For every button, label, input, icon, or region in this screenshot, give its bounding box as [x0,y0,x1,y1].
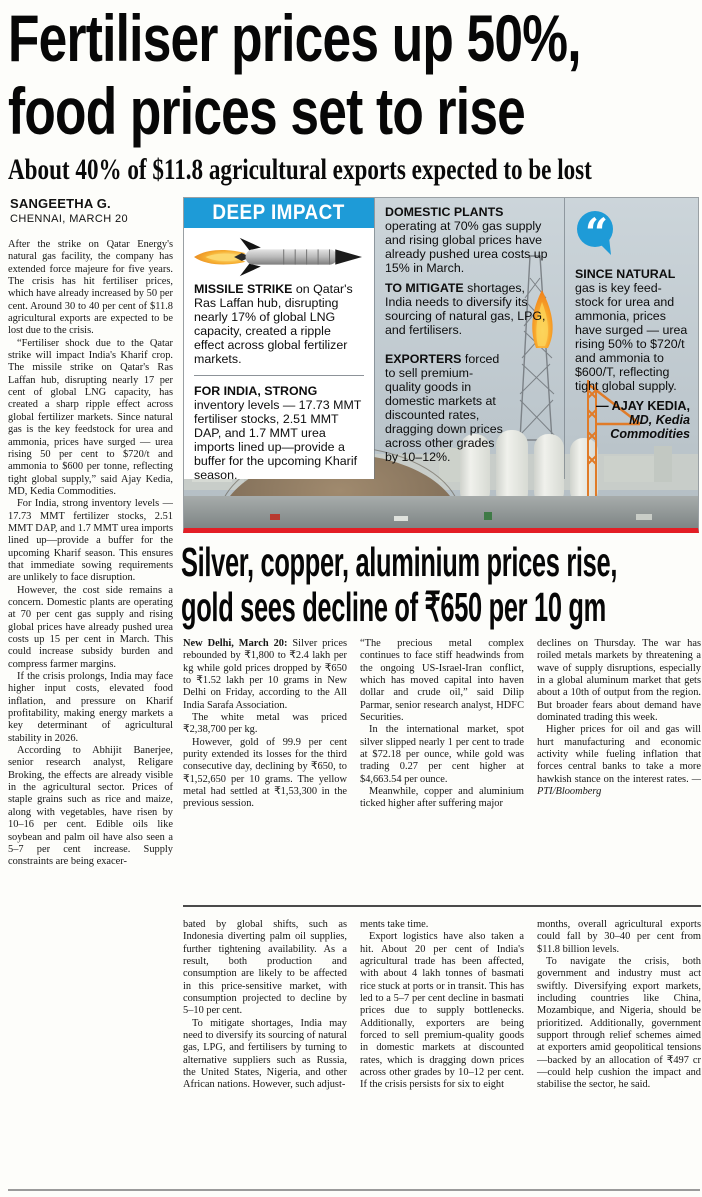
infographic-item-domestic-plants: DOMESTIC PLANTS operating at 70% gas supply and rising global prices have already pushed urea costs up 15% in March. [385,205,548,275]
paragraph: “Fertiliser shock due to the Qatar strike will impact India's Kharif crop. The missile strike on Qatar's Ras Laffan hub, disrupting nearly 17 per cent of global LNG capacity, has created a sharp ripple effect across global fertilizer markets. Since natural gas is the key feedstock for urea and ammonia, prices have surged — urea rising 50 per cent to $720/t and ammonia to $600 per tonne, reflecting tight global supply,” said Ajay Kedia, MD, Kedia Commodities. [8,337,173,497]
article1-continuation-column-3 [537,919,701,1185]
article1-continuation-column-2 [360,919,524,1185]
article2-column-2 [360,638,524,900]
article1-continuation-columns [183,919,701,1185]
quote-attribution-role: MD, Kedia [629,413,690,427]
infographic-item-for-india: FOR INDIA, STRONG inventory levels — 17.73 MMT fertiliser stocks, 2.51 MMT DAP, and 1.7 MMT urea imports lined up—provide a buffer for the upcoming Kharif season. [194,384,362,482]
deep-impact-header: DEEP IMPACT [184,198,374,228]
article2-headline-line1: Silver, copper, aluminium prices rise, [181,539,618,585]
byline-dateline: CHENNAI, MARCH 20 [10,213,129,225]
paragraph: The white metal was priced ₹2,38,700 per kg. [183,712,347,736]
paragraph: If the crisis prolongs, India may face higher input costs, elevated food inflation, and pressure on Kharif profitability, making energy markets a key determinant of agricultural stability in 2026. [8,671,173,744]
paragraph: months, overall agricultural exports could fall by 30–40 per cent from $11.8 billion levels. [537,919,701,955]
byline-author: SANGEETHA G. [10,196,111,211]
paragraph: ments take time. [360,919,429,930]
paragraph: “The precious metal complex continues to face stiff headwinds from the ongoing US-Israel-Iran conflict, which has moved capital into haven dollar and crude oil,” said Dilip Parmar, senior research analyst, HDFC Securities. [360,638,524,724]
horizontal-rule [183,905,701,907]
article2-column-3 [537,638,701,900]
paragraph: To navigate the crisis, both government and industry must act swiftly. Diversifying export markets, including countries like China, Mozambique, and Nigeria, should be prioritized. Additionally, government support through relief schemes aimed at exporters amid geopolitical tensions—backed by an allocation of ₹497 cr—could help cushion the impact and stabilise the sector, he said. [537,956,701,1091]
paragraph: Higher prices for oil and gas will hurt manufacturing and economic activity while fueling inflation that forces central banks to take a more hawkish stance on the interest rates. — PTI/Bloomberg [537,724,701,798]
page-bottom-rule [8,1189,700,1191]
deep-impact-infographic [183,197,699,533]
quote-attribution [575,399,690,441]
infographic-item-missile-strike: MISSILE STRIKE on Qatar's Ras Laffan hub, disrupting nearly 17% of global LNG capacity, created a ripple effect across global fertilizer markets. [194,282,353,366]
missile-icon [192,236,364,278]
paragraph: However, gold of 99.9 per cent purity extended its losses for the third consecutive day, declining by ₹650, to ₹1,52,650 per 10 grams. The yellow metal had settled at ₹1,53,300 in the previous session. [183,736,347,810]
main-headline-line1: Fertiliser prices up 50%, [8,1,581,75]
divider [194,375,364,376]
paragraph: declines on Thursday. The war has roiled metals markets by threatening a wave of supply disruptions, especially in a global aluminum market that gets about a 10th of output from the region. But broader fears about demand have dominated trading this week. [537,638,701,724]
main-headline [8,2,700,148]
infographic-item-since-natural: SINCE NATURAL gas is key feed-stock for urea and ammonia, prices have surged — urea rising 50% to $720/t and ammonia to $600/T, reflecting tight global supply. [575,267,688,393]
quote-attribution-role2: Commodities [610,427,690,441]
sub-headline: About 40% of $11.8 agricultural exports expected to be lost [8,153,592,186]
infographic-right-column [564,198,698,479]
article2-columns [183,638,701,900]
article2-column-1 [183,638,347,900]
article2-headline [181,540,701,630]
paragraph: According to Abhijit Banerjee, senior research analyst, Religare Broking, the effects are already visible in the agricultural sector. Prices of staple grains such as rice and maize, along with vegetables, have risen by 10–16 per cent. Edible oils like soybean and palm oil have also seen a 5–7 per cent increase. Supply constraints are being exacer- [8,745,173,868]
main-headline-line2: food prices set to rise [8,74,526,148]
paragraph: For India, strong inventory levels — 17.73 MMT fertilizer stocks, 2.51 MMT DAP, and 1.7 MMT urea imports lined up—provide a buffer for the upcoming Kharif season. This ensures that immediate sowing requirements are unlikely to face disruption. [8,498,173,584]
paragraph: bated by global shifts, such as Indonesia diverting palm oil supplies, further tightening availability. As a result, both production and consumption are likely to be affected in this price-sensitive market, with consumption projected to decline by 5–10 per cent. [183,919,347,1017]
paragraph: Meanwhile, copper and aluminium ticked higher after suffering major [360,786,524,810]
infographic-item-to-mitigate: TO MITIGATE shortages, India needs to diversify its sourcing of natural gas, LPG, and fertilisers. [385,281,546,337]
quote-bubble-icon [575,209,619,257]
infographic-item-exporters: EXPORTERS forced to sell premium-quality goods in domestic markets at discounted rates, dragging down prices across other grades by 10–12%. [385,352,503,464]
article1-column-left [8,239,173,1187]
paragraph: New Delhi, March 20: Silver prices rebounded by ₹1,800 to ₹2.4 lakh per kg while gold prices dropped by ₹650 to ₹1.52 lakh per 10 grams in New Delhi on Friday, according to the All India Sarafa Association. [183,638,347,711]
paragraph: To mitigate shortages, India may need to diversify its sourcing of natural gas, LPG, and fertilisers by turning to alternative suppliers such as Russia, the United States, Nigeria, and other African nations. However, such adjust- [183,1017,347,1091]
paragraph: In the international market, spot silver slipped nearly 1 per cent to trade at $72.18 per ounce, while gold was trading 0.27 per cent higher at $4,663.54 per ounce. [360,724,524,785]
news-agency-credit: — PTI/Bloomberg [537,773,701,798]
paragraph: After the strike on Qatar Energy's natural gas facility, the company has extended force majeure for five years. The crisis has hit fertiliser prices, which have already increased by 50 per cent. Around 30 to 40 per cent of $11.8 agricultural exports are expected to be lost due to the crisis. [8,239,173,337]
infographic-middle-column [374,198,564,479]
paragraph: However, the cost side remains a concern. Domestic plants are operating at 70 per cent gas supply and rising global prices have already pushed urea costs up 15 per cent in March. This could increase subsidy burden and compress farmer margins. [8,584,173,670]
article2-headline-line2: gold sees decline of ₹650 per 10 gm [181,584,606,630]
article1-continuation-column-1 [183,919,347,1185]
paragraph: Export logistics have also taken a hit. About 20 per cent of India's agricultural trade has been affected, with about 4 lakh tonnes of basmati rice stuck at ports or in transit. This has led to a 5–7 per cent decline in basmati prices due to supply bottlenecks. Additionally, exporters are being forced to sell premium-quality goods in domestic markets at discounted rates, which is dragging down prices across other grades by 10–12 per cent. If the crisis persists for six to eight [360,931,525,1091]
infographic-left-column [184,198,374,482]
svg-text:“: “ [585,210,609,257]
quote-attribution-name: — AJAY KEDIA, [595,399,690,413]
byline-block [10,196,128,225]
